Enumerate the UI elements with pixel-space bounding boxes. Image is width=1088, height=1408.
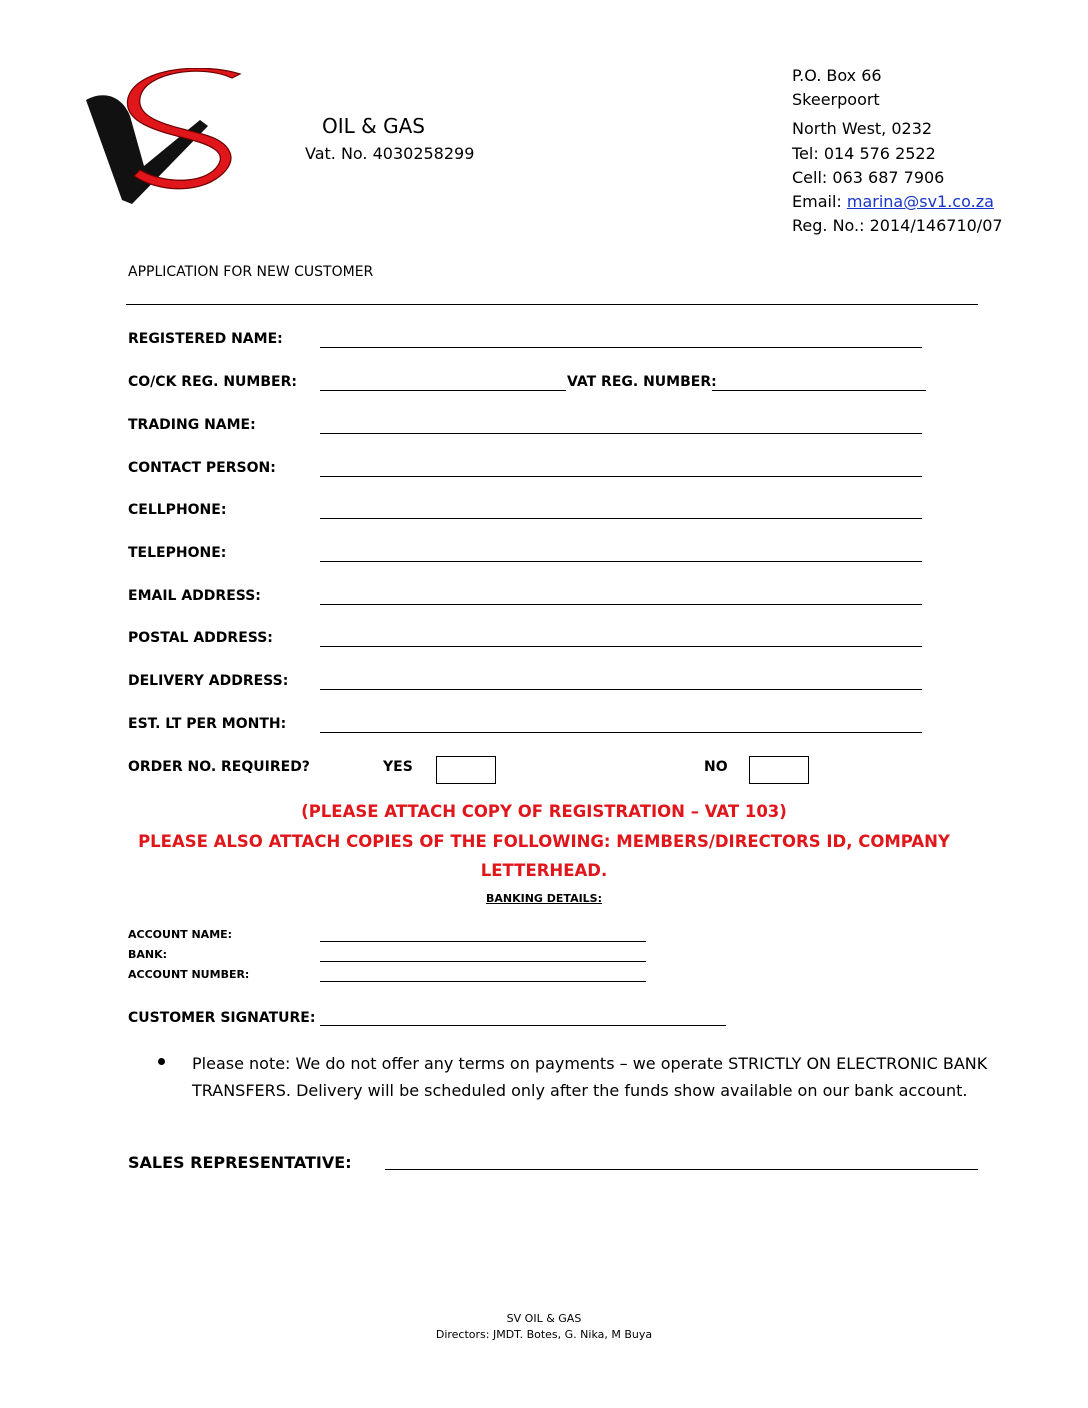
est-lt-label: EST. LT PER MONTH: <box>128 716 287 732</box>
email-label: Email: <box>792 192 847 211</box>
registration-notice: (PLEASE ATTACH COPY OF REGISTRATION – VAT 103) <box>301 802 787 821</box>
postal-address-line[interactable] <box>320 646 922 647</box>
sales-rep-label: SALES REPRESENTATIVE: <box>128 1153 352 1172</box>
cell-line: Cell: 063 687 7906 <box>792 168 945 187</box>
co-ck-reg-line[interactable] <box>320 390 566 391</box>
sv-logo <box>82 68 254 208</box>
no-checkbox[interactable] <box>749 756 809 784</box>
address-line: P.O. Box 66 <box>792 66 882 85</box>
yes-checkbox[interactable] <box>436 756 496 784</box>
bank-line[interactable] <box>320 961 646 962</box>
contact-person-line[interactable] <box>320 476 922 477</box>
address-line: Skeerpoort <box>792 90 880 109</box>
order-no-label: ORDER NO. REQUIRED? <box>128 759 310 775</box>
yes-label: YES <box>383 759 413 775</box>
account-number-label: ACCOUNT NUMBER: <box>128 968 250 981</box>
contact-person-label: CONTACT PERSON: <box>128 460 276 476</box>
vat-reg-label: VAT REG. NUMBER: <box>567 374 717 390</box>
est-lt-line[interactable] <box>320 732 922 733</box>
sales-rep-line[interactable] <box>385 1169 978 1170</box>
attach-copies-notice: PLEASE ALSO ATTACH COPIES OF THE FOLLOWING: MEMBERS/DIRECTORS ID, COMPANY <box>138 832 950 851</box>
footer-company: SV OIL & GAS <box>506 1312 582 1325</box>
vat-reg-line[interactable] <box>712 390 926 391</box>
delivery-address-line[interactable] <box>320 689 922 690</box>
account-number-line[interactable] <box>320 981 646 982</box>
telephone-line[interactable] <box>320 561 922 562</box>
payment-note: Please note: We do not offer any terms on payments – we operate STRICTLY ON ELECTRONIC BANK TRANSFERS. Delivery will be scheduled only after the funds show available on our bank account. <box>192 1054 988 1100</box>
trading-name-label: TRADING NAME: <box>128 417 256 433</box>
telephone-label: TELEPHONE: <box>128 545 227 561</box>
no-label: NO <box>704 759 728 775</box>
cellphone-line[interactable] <box>320 518 922 519</box>
form-title: APPLICATION FOR NEW CUSTOMER <box>128 264 374 280</box>
bank-label: BANK: <box>128 948 168 961</box>
address-line: North West, 0232 <box>792 119 933 138</box>
bullet-icon <box>158 1058 165 1065</box>
email-link[interactable]: marina@sv1.co.za <box>846 192 994 211</box>
registered-name-label: REGISTERED NAME: <box>128 331 283 347</box>
title-divider <box>126 304 978 305</box>
account-name-label: ACCOUNT NAME: <box>128 928 233 941</box>
account-name-line[interactable] <box>320 941 646 942</box>
co-ck-reg-label: CO/CK REG. NUMBER: <box>128 374 297 390</box>
cellphone-label: CELLPHONE: <box>128 502 227 518</box>
company-name: OIL & GAS <box>322 114 425 138</box>
registration-number: Reg. No.: 2014/146710/07 <box>792 216 1003 235</box>
registered-name-line[interactable] <box>320 347 922 348</box>
email-address-label: EMAIL ADDRESS: <box>128 588 261 604</box>
customer-signature-line[interactable] <box>320 1025 726 1026</box>
banking-details-heading: BANKING DETAILS: <box>485 892 602 905</box>
vat-number: Vat. No. 4030258299 <box>305 144 475 163</box>
email-line <box>792 190 994 214</box>
email-address-line[interactable] <box>320 604 922 605</box>
attach-copies-notice-cont: LETTERHEAD. <box>480 861 608 880</box>
telephone-line: Tel: 014 576 2522 <box>792 144 936 163</box>
customer-signature-label: CUSTOMER SIGNATURE: <box>128 1010 316 1026</box>
delivery-address-label: DELIVERY ADDRESS: <box>128 673 289 689</box>
footer-directors: Directors: JMDT. Botes, G. Nika, M Buya <box>435 1328 653 1341</box>
trading-name-line[interactable] <box>320 433 922 434</box>
postal-address-label: POSTAL ADDRESS: <box>128 630 273 646</box>
